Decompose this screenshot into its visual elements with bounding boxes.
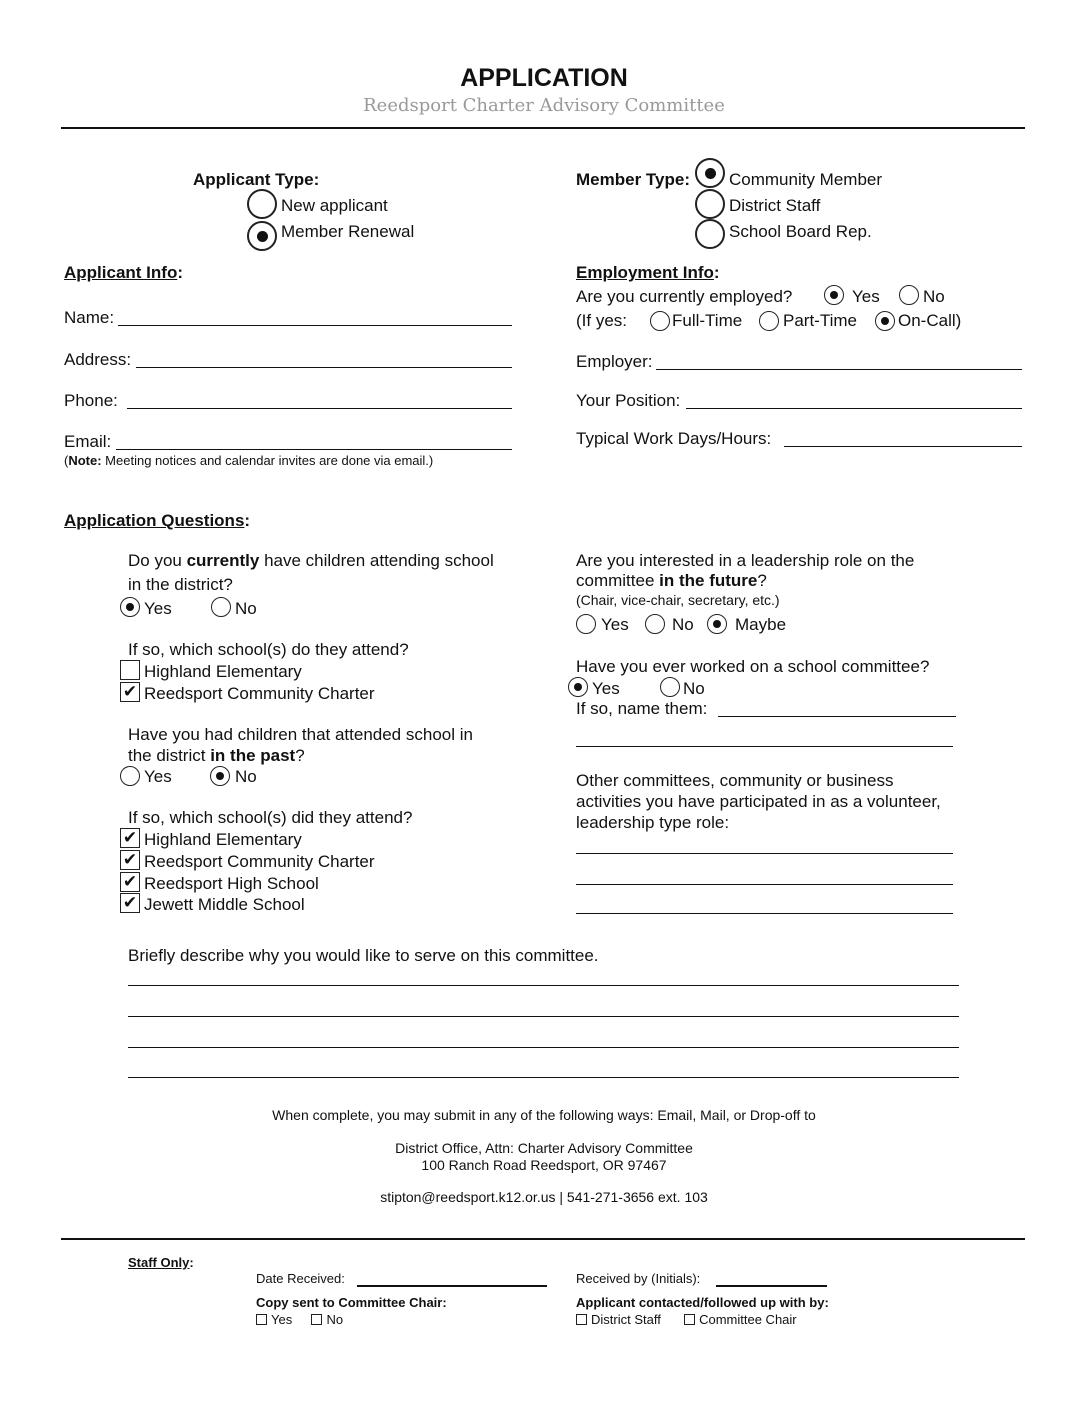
- q5-maybe-radio[interactable]: [707, 614, 727, 634]
- q5-maybe-label: Maybe: [735, 615, 787, 634]
- email-note: (Note: Meeting notices and calendar invites are done via email.): [64, 453, 434, 468]
- q8-field-1[interactable]: [128, 985, 959, 986]
- q4-highland-label: Highland Elementary: [144, 830, 302, 849]
- q6-name-field-2[interactable]: [576, 746, 953, 747]
- q1-no-radio[interactable]: [211, 597, 231, 617]
- name-field[interactable]: [118, 325, 512, 326]
- submit-contact: stipton@reedsport.k12.or.us | 541-271-3656 ext. 103: [380, 1189, 708, 1205]
- q7-field-3[interactable]: [576, 913, 953, 914]
- q6-yes-radio[interactable]: [568, 677, 588, 697]
- q2-highland-checkbox[interactable]: [120, 660, 140, 680]
- q1-text-line2: in the district?: [128, 575, 233, 594]
- q5-yes-radio[interactable]: [576, 614, 596, 634]
- q1-text: Do you currently have children attending school: [128, 551, 494, 570]
- member-type-community-radio[interactable]: [695, 158, 725, 188]
- date-received-label: Date Received:: [256, 1271, 345, 1286]
- q2-text: If so, which school(s) do they attend?: [128, 640, 409, 659]
- q4-jewett-checkbox[interactable]: ✔: [120, 893, 140, 913]
- q4-charter-checkbox[interactable]: ✔: [120, 850, 140, 870]
- full-time-radio[interactable]: [650, 311, 670, 331]
- q4-charter-label: Reedsport Community Charter: [144, 852, 375, 871]
- footer-divider: [61, 1238, 1025, 1240]
- applicant-info-heading: Applicant Info:: [64, 263, 183, 282]
- workdays-field[interactable]: [784, 446, 1022, 447]
- received-by-field[interactable]: [716, 1285, 827, 1287]
- q4-highschool-label: Reedsport High School: [144, 874, 319, 893]
- part-time-radio[interactable]: [759, 311, 779, 331]
- q1-no-label: No: [235, 599, 257, 618]
- q3-yes-label: Yes: [144, 767, 172, 786]
- q5-text: Are you interested in a leadership role on the: [576, 551, 915, 570]
- q6-no-label: No: [683, 679, 705, 698]
- q1-yes-radio[interactable]: [120, 597, 140, 617]
- q7-text: Other committees, community or business: [576, 771, 894, 790]
- q2-highland-label: Highland Elementary: [144, 662, 302, 681]
- q2-charter-checkbox[interactable]: ✔: [120, 682, 140, 702]
- submit-office: District Office, Attn: Charter Advisory Committee: [395, 1140, 693, 1156]
- q6-name-field[interactable]: [718, 716, 956, 717]
- q4-highschool-checkbox[interactable]: ✔: [120, 872, 140, 892]
- q2-charter-label: Reedsport Community Charter: [144, 684, 375, 703]
- employed-no-label: No: [923, 287, 945, 306]
- q3-no-label: No: [235, 767, 257, 786]
- q4-highland-checkbox[interactable]: ✔: [120, 828, 140, 848]
- member-type-label: Member Type:: [576, 170, 690, 189]
- q5-text-line2: committee in the future?: [576, 571, 767, 590]
- questions-heading: Application Questions:: [64, 511, 251, 530]
- committee-chair-checkbox[interactable]: [684, 1314, 695, 1325]
- q7-field-2[interactable]: [576, 884, 953, 885]
- email-field[interactable]: [116, 449, 512, 450]
- employer-field[interactable]: [656, 369, 1022, 370]
- member-type-staff-radio[interactable]: [695, 189, 725, 219]
- on-call-radio[interactable]: [875, 311, 895, 331]
- q8-text: Briefly describe why you would like to serve on this committee.: [128, 946, 599, 965]
- copy-no-checkbox[interactable]: [311, 1314, 322, 1325]
- position-field[interactable]: [686, 408, 1022, 409]
- contacted-label: Applicant contacted/followed up with by:: [576, 1295, 829, 1310]
- name-label: Name:: [64, 308, 115, 327]
- member-type-board-label: School Board Rep.: [729, 222, 872, 241]
- q3-text-line2: the district in the past?: [128, 746, 305, 765]
- phone-label: Phone:: [64, 391, 118, 410]
- submit-instructions: When complete, you may submit in any of the following ways: Email, Mail, or Drop-off to: [272, 1107, 816, 1123]
- q7-text-line2: activities you have participated in as a volunteer,: [576, 792, 941, 811]
- employer-label: Employer:: [576, 352, 653, 371]
- address-field[interactable]: [136, 367, 512, 368]
- position-label: Your Position:: [576, 391, 681, 410]
- q8-field-3[interactable]: [128, 1047, 959, 1048]
- workdays-label: Typical Work Days/Hours:: [576, 429, 772, 448]
- header-divider: [61, 127, 1025, 129]
- submit-address: 100 Ranch Road Reedsport, OR 97467: [421, 1157, 667, 1173]
- employed-yes-radio[interactable]: [824, 285, 844, 305]
- page-subtitle: Reedsport Charter Advisory Committee: [363, 95, 725, 116]
- q3-yes-radio[interactable]: [120, 766, 140, 786]
- email-label: Email:: [64, 432, 112, 451]
- part-time-label: Part-Time: [783, 311, 857, 330]
- applicant-type-new-label: New applicant: [281, 196, 388, 215]
- q3-no-radio[interactable]: [210, 766, 230, 786]
- q6-no-radio[interactable]: [660, 677, 680, 697]
- received-by-label: Received by (Initials):: [576, 1271, 701, 1286]
- contacted-options: District Staff Committee Chair: [576, 1312, 797, 1327]
- district-staff-checkbox[interactable]: [576, 1314, 587, 1325]
- employed-no-radio[interactable]: [899, 285, 919, 305]
- applicant-type-renewal-label: Member Renewal: [281, 222, 415, 241]
- member-type-board-radio[interactable]: [695, 219, 725, 249]
- q7-text-line3: leadership type role:: [576, 813, 730, 832]
- q7-field-1[interactable]: [576, 853, 953, 854]
- q6-text: Have you ever worked on a school committee?: [576, 657, 930, 676]
- q8-field-4[interactable]: [128, 1077, 959, 1078]
- employment-info-heading: Employment Info:: [576, 263, 720, 282]
- applicant-type-renewal-radio[interactable]: [247, 221, 277, 251]
- q4-jewett-label: Jewett Middle School: [144, 895, 305, 914]
- date-received-field[interactable]: [357, 1285, 547, 1287]
- on-call-label: On-Call): [898, 311, 962, 330]
- address-label: Address:: [64, 350, 132, 369]
- q3-text: Have you had children that attended school in: [128, 725, 473, 744]
- q5-no-label: No: [672, 615, 694, 634]
- full-time-label: Full-Time: [672, 311, 743, 330]
- q6-name-label: If so, name them:: [576, 699, 708, 718]
- q6-yes-label: Yes: [592, 679, 620, 698]
- q8-field-2[interactable]: [128, 1016, 959, 1017]
- copy-yes-checkbox[interactable]: [256, 1314, 267, 1325]
- member-type-community-label: Community Member: [729, 170, 883, 189]
- staff-only-heading: Staff Only:: [128, 1255, 194, 1270]
- q5-yes-label: Yes: [601, 615, 629, 634]
- applicant-type-new-radio[interactable]: [247, 189, 277, 219]
- q1-yes-label: Yes: [144, 599, 172, 618]
- copy-sent-label: Copy sent to Committee Chair:: [256, 1295, 447, 1310]
- q4-text: If so, which school(s) did they attend?: [128, 808, 413, 827]
- phone-field[interactable]: [127, 408, 512, 409]
- q5-no-radio[interactable]: [645, 614, 665, 634]
- page-title: APPLICATION: [460, 64, 628, 92]
- if-yes-label: (If yes:: [576, 311, 628, 330]
- applicant-type-label: Applicant Type:: [193, 170, 320, 189]
- employed-yes-label: Yes: [852, 287, 880, 306]
- member-type-staff-label: District Staff: [729, 196, 821, 215]
- employed-question: Are you currently employed?: [576, 287, 793, 306]
- q5-examples: (Chair, vice-chair, secretary, etc.): [576, 592, 780, 608]
- copy-sent-options: Yes No: [256, 1312, 343, 1327]
